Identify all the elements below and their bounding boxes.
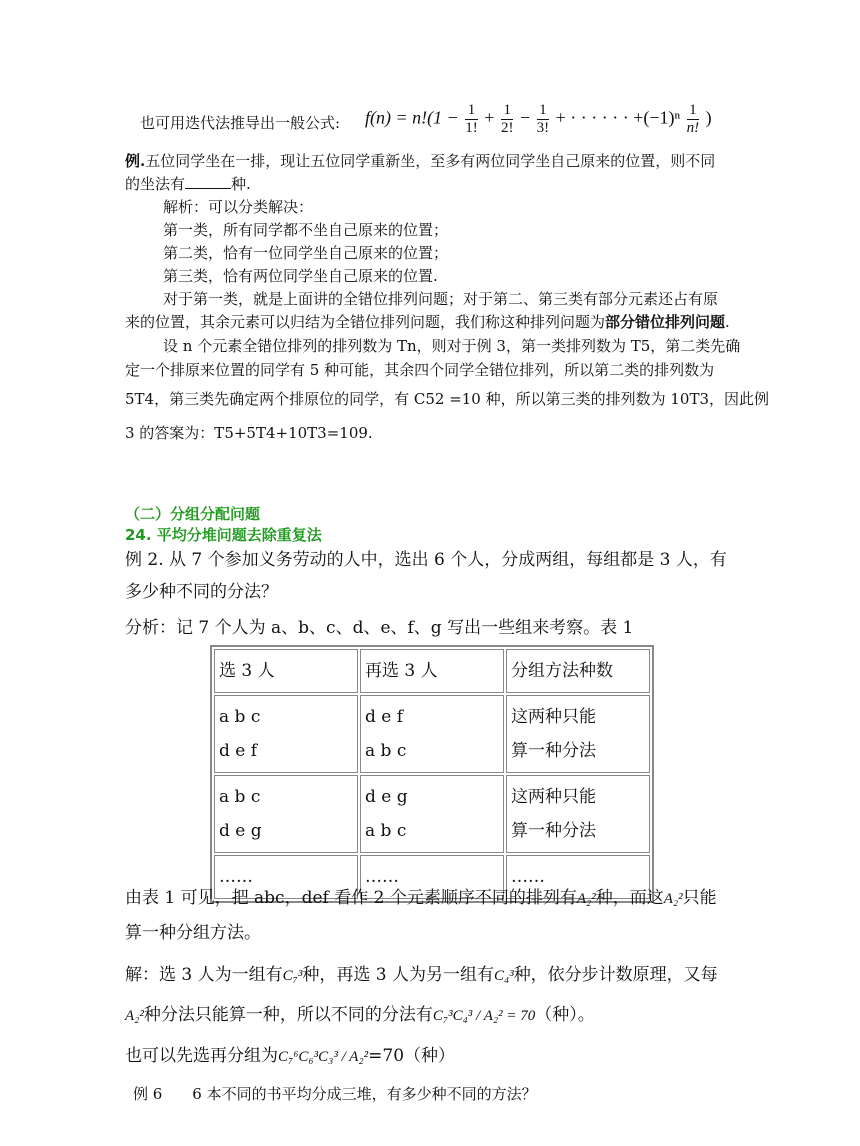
example6-line: 例 6 6 本不同的书平均分成三堆，有多少种不同的方法？ [133, 1085, 537, 1103]
op-plus: + [484, 107, 495, 128]
analysis-line-3: 第二类，恰有一位同学坐自己原来的位置； [163, 244, 449, 262]
after-line-1: 由表 1 可见，把 abc，def 看作 2 个元素顺序不同的排列有A₂²种，而这A₂²只能 [125, 888, 717, 908]
fraction-1: $\frac{1}{1!}$ [465, 102, 478, 136]
table-header-cell: 选 3 人 [214, 649, 358, 693]
table-cell: 这两种只能 算一种分法 [506, 775, 650, 853]
analysis-line-8: 定一个排原来位置的同学有 5 种可能，其余四个同学全错位排列，所以第二类的排列数为 [125, 361, 715, 379]
close-paren: ) [705, 107, 712, 128]
after-line-3: 解：选 3 人为一组有C₇³种，再选 3 人为另一组有C₄³种，依分步计数原理，又每 [125, 965, 718, 985]
table-row [214, 775, 650, 853]
example2-line-2: 多少种不同的分法？ [125, 582, 278, 602]
table-cell: …… [360, 855, 504, 899]
after-line-2: 算一种分组方法。 [125, 923, 261, 943]
formula-intro-label: 也可用迭代法推导出一般公式: [140, 114, 341, 132]
symbol-c73: C₇³ [282, 968, 303, 984]
example2-line-3: 分析：记 7 个人为 a、b、c、d、e、f、g 写出一些组来考察。表 1 [125, 618, 634, 638]
analysis-line-1: 解析：可以分类解决： [163, 198, 314, 216]
table-cell: a b c d e f [214, 695, 358, 773]
analysis-line-6: 来的位置，其余元素可以归结为全错位排列问题，我们称这种排列问题为部分错位排列问题. [125, 313, 730, 331]
table-cell: …… [506, 855, 650, 899]
grouping-table [210, 645, 654, 903]
analysis-line-5: 对于第一类，就是上面讲的全错位排列问题；对于第二、第三类有部分元素还占有原 [163, 290, 719, 308]
fraction-4: $\frac{1}{n!}$ [686, 102, 700, 136]
analysis-line-10: 3 的答案为：T5+5T4+10T3=109. [125, 424, 373, 442]
symbol-a22: A₂² [576, 891, 596, 907]
section-heading: （二）分组分配问题 [125, 505, 261, 523]
fraction-3: $\frac{1}{3!}$ [536, 102, 550, 136]
table-cell: d e g a b c [360, 775, 504, 853]
symbol-a22: A₂² [663, 891, 683, 907]
table-header-row [214, 649, 650, 693]
general-formula [365, 102, 712, 137]
table-cell: 这两种只能 算一种分法 [506, 695, 650, 773]
formula-lhs: f(n) = n!(1 − [365, 107, 459, 128]
analysis-line-4: 第三类，恰有两位同学坐自己原来的位置. [163, 267, 438, 285]
after-line-5: 也可以先选再分组为C₇⁶C₆³C₃³ / A₂²=70（种） [125, 1046, 456, 1066]
subsection-heading: 24. 平均分堆问题去除重复法 [125, 526, 322, 544]
analysis-line-9: 5T4，第三类先确定两个排原位的同学，有 C52 =10 种，所以第三类的排列数为 10T3，因此例 [125, 390, 770, 408]
symbol-c43: C₄³ [493, 968, 514, 984]
analysis-line-2: 第一类，所有同学都不坐自己原来的位置； [163, 221, 449, 239]
analysis-line-7: 设 n 个元素全错位排列的排列数为 Tn，则对于例 3，第一类排列数为 T5，第二类先确 [163, 337, 741, 355]
symbol-a22: A₂² [125, 1008, 144, 1024]
answer-blank [185, 176, 231, 189]
series-dots: + · · · · · · +(−1)ⁿ [555, 107, 681, 128]
fraction-2: $\frac{1}{2!}$ [500, 102, 514, 136]
table-header-cell: 分组方法种数 [506, 649, 650, 693]
table-row [214, 695, 650, 773]
after-line-4: A₂²种分法只能算一种，所以不同的分法有C₇³C₄³ / A₂² = 70（种）。 [125, 1005, 595, 1025]
table-cell: a b c d e g [214, 775, 358, 853]
formula-c76c63c33-over-a22: C₇⁶C₆³C₃³ / A₂² [278, 1049, 369, 1065]
example-line-1: 例.五位同学坐在一排，现让五位同学重新坐，至多有两位同学坐自己原来的位置，则不同 [125, 152, 716, 170]
example-line-2: 的坐法有 种. [125, 175, 251, 193]
table-header-cell: 再选 3 人 [360, 649, 504, 693]
example2-line-1: 例 2. 从 7 个参加义务劳动的人中，选出 6 个人，分成两组，每组都是 3 人，有 [125, 550, 727, 570]
table-cell: …… [214, 855, 358, 899]
table-cell: d e f a b c [360, 695, 504, 773]
op-minus: − [519, 107, 531, 128]
formula-c73c43-over-a22: C₇³C₄³ / A₂² = 70 [432, 1008, 536, 1024]
